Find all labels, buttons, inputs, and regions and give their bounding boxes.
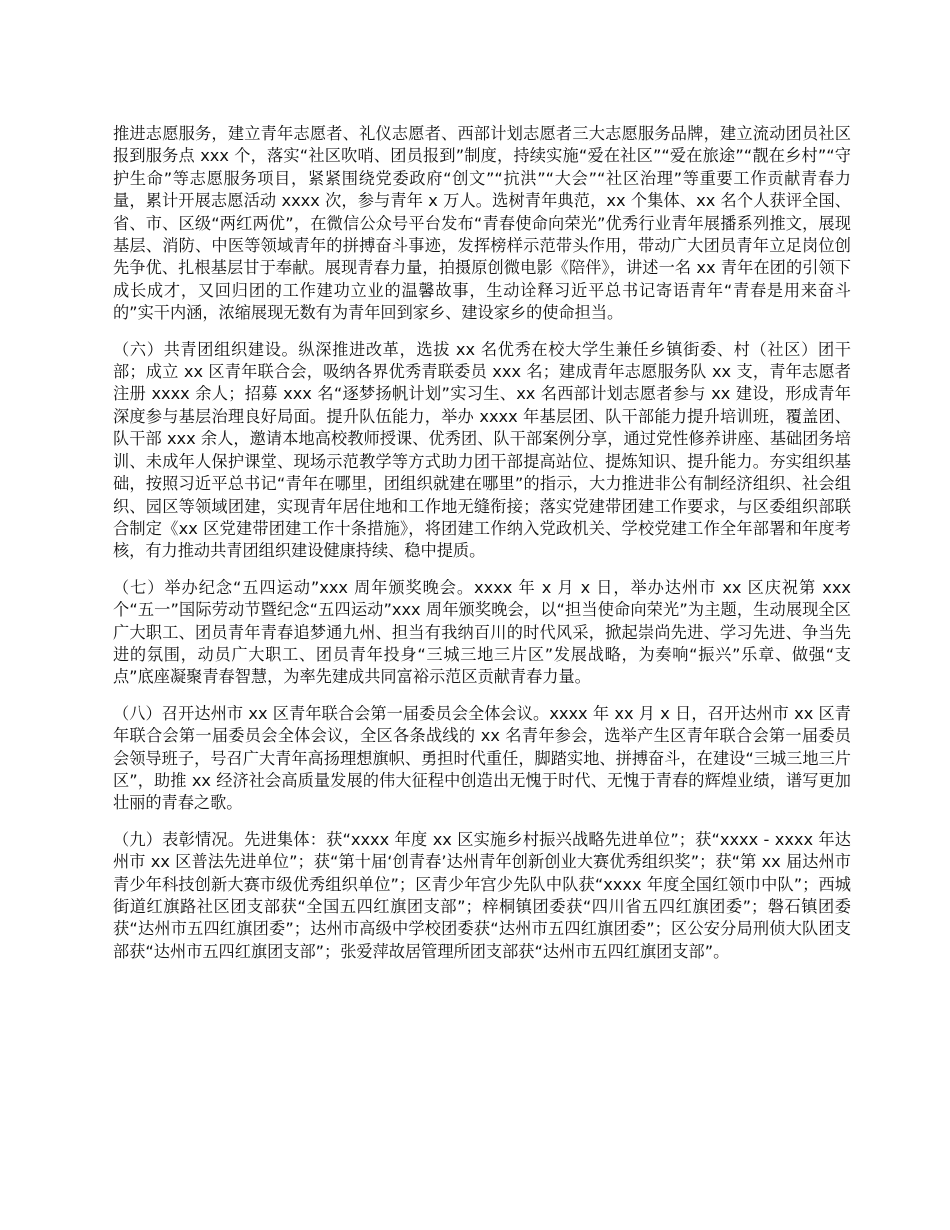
paragraph-section-9-commendations: （九）表彰情况。先进集体：获“xxxx 年度 xx 区实施乡村振兴战略先进单位”；获“xxxx - xxxx 年达州市 xx 区普法先进单位”；获“第十届‘创青春’达州青年创新创业大赛优秀组织奖”；获“第 xx 届达州市青少年科技创新大赛市级优秀组织单位”；区青少年宫少先队中队获“xxxx 年度全国红领巾中队”；西城街道红旗路社区团支部获“全国五四红旗团支部”；梓桐镇团委获“四川省五四红旗团委”；磐石镇团委获“达州市五四红旗团委”；达州市高级中学校团委获“达州市五四红旗团委”；区公安分局刑侦大队团支部获“达州市五四红旗团支部”；张爱萍故居管理所团支部获“达州市五四红旗团支部”。 — [113, 829, 851, 961]
document-body — [113, 123, 851, 977]
paragraph-section-6-organization: （六）共青团组织建设。纵深推进改革，选拔 xx 名优秀在校大学生兼任乡镇街委、村（社区）团干部；成立 xx 区青年联合会，吸纳各界优秀青联委员 xxx 名；建成青年志愿服务队 xx 支，青年志愿者注册 xxxx 余人；招募 xxx 名“逐梦扬帆计划”实习生、xx 名西部计划志愿者参与 xx 建设，形成青年深度参与基层治理良好局面。提升队伍能力，举办 xxxx 年基层团、队干部能力提升培训班，覆盖团、队干部 xxx 余人，邀请本地高校教师授课、优秀团、队干部案例分享，通过党性修养讲座、基础团务培训、未成年人保护课堂、现场示范教学等方式助力团干部提高站位、提炼知识、提升能力。夯实组织基础，按照习近平总书记“青年在哪里，团组织就建在哪里”的指示，大力推进非公有制经济组织、社会组织、园区等领域团建，实现青年居住地和工作地无缝衔接；落实党建带团建工作要求，与区委组织部联合制定《xx 区党建带团建工作十条措施》，将团建工作纳入党政机关、学校党建工作全年部署和年度考核，有力推动共青团组织建设健康持续、稳中提质。 — [113, 339, 851, 561]
paragraph-section-8-youth-federation: （八）召开达州市 xx 区青年联合会第一届委员会全体会议。xxxx 年 xx 月 x 日，召开达州市 xx 区青年联合会第一届委员会全体会议，全区各条战线的 xx 名青年参会，选举产生区青年联合会第一届委员会领导班子，号召广大青年高扬理想旗帜、勇担时代重任，脚踏实地、拼搏奋斗，在建设“三城三地三片区”，助推 xx 经济社会高质量发展的伟大征程中创造出无愧于时代、无愧于青春的辉煌业绩，谱写更加壮丽的青春之歌。 — [113, 703, 851, 813]
paragraph-section-7-may-fourth-gala: （七）举办纪念“五四运动”xxx 周年颁奖晚会。xxxx 年 x 月 x 日，举办达州市 xx 区庆祝第 xxx 个“五一”国际劳动节暨纪念“五四运动”xxx 周年颁奖晚会，以“担当使命向荣光”为主题，生动展现全区广大职工、团员青年青春追梦通九州、担当有我纳百川的时代风采，掀起崇尚先进、学习先进、争当先进的氛围，动员广大职工、团员青年投身“三城三地三片区”发展战略，为奏响“振兴”乐章、做强“支点”底座凝聚青春智慧，为率先建成共同富裕示范区贡献青春力量。 — [113, 577, 851, 687]
paragraph-volunteer-service: 推进志愿服务，建立青年志愿者、礼仪志愿者、西部计划志愿者三大志愿服务品牌，建立流动团员社区报到服务点 xxx 个，落实“社区吹哨、团员报到”制度，持续实施“爱在社区”“爱在旅途”“靓在乡村”“守护生命”等志愿服务项目，紧紧围绕党委政府“创文”“抗洪”“大会”“社区治理”等重要工作贡献青春力量，累计开展志愿活动 xxxx 次，参与青年 x 万人。选树青年典范，xx 个集体、xx 名个人获评全国、省、市、区级“两红两优”，在微信公众号平台发布“青春使命向荣光”优秀行业青年展播系列推文，展现基层、消防、中医等领域青年的拼搏奋斗事迹，发挥榜样示范带头作用，带动广大团员青年立足岗位创先争优、扎根基层甘于奉献。展现青春力量，拍摄原创微电影《陪伴》，讲述一名 xx 青年在团的引领下成长成才，又回归团的工作建功立业的温馨故事，生动诠释习近平总书记寄语青年“青春是用来奋斗的”实干内涵，浓缩展现无数有为青年回到家乡、建设家乡的使命担当。 — [113, 124, 851, 323]
